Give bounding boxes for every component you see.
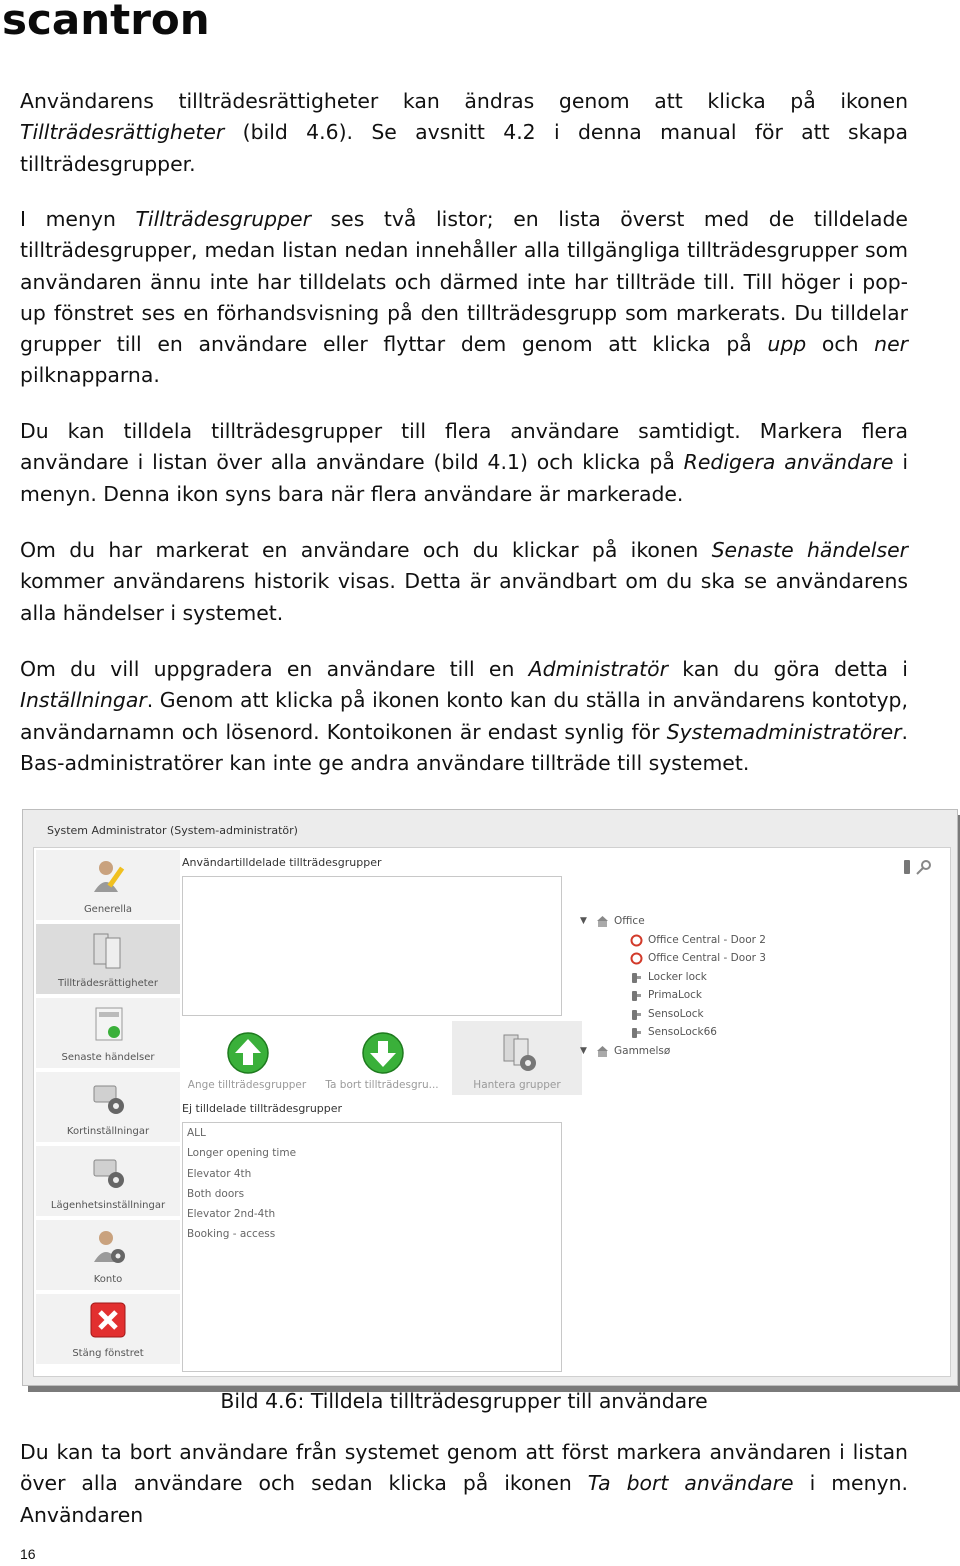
arrow-up-green-icon [226, 1031, 270, 1075]
dialog-body [33, 847, 951, 1377]
tree-node[interactable] [580, 986, 960, 1005]
italic-term: Systemadministratörer [666, 719, 902, 744]
account-gear-icon [88, 1226, 128, 1266]
side-nav [36, 850, 182, 1368]
page-number: 16 [20, 1546, 36, 1562]
italic-term: upp [767, 332, 807, 357]
tree-node-label: Locker lock [648, 970, 707, 983]
lock-icon [630, 1026, 643, 1039]
tree-node[interactable] [580, 912, 960, 931]
nav-item-label: Senaste händelser [61, 1052, 155, 1063]
tree-node-label: Office Central - Door 3 [648, 952, 766, 964]
add-group-button[interactable] [182, 1021, 312, 1095]
tree-node[interactable] [580, 1042, 960, 1061]
tree-node-label: Gammelsø [614, 1044, 671, 1057]
lock-icon [630, 989, 643, 1002]
list-item[interactable]: Elevator 4th [187, 1167, 252, 1180]
unassigned-groups-list[interactable] [182, 1122, 562, 1372]
list-item[interactable]: ALL [187, 1127, 206, 1139]
building-icon [596, 1045, 609, 1058]
nav-item-card-gear[interactable] [36, 1072, 180, 1142]
paragraph-6: Du kan ta bort användare från systemet genom att först markera användaren i listan över alla användare och sedan klicka på ikonen Ta bort användare i menyn. Användaren [20, 1440, 908, 1527]
manage-groups-label: Hantera grupper [473, 1079, 561, 1091]
nav-item-label: Konto [93, 1274, 123, 1285]
door-red-icon [630, 952, 643, 965]
manage-groups-button[interactable] [452, 1021, 582, 1095]
italic-term: Administratör [528, 657, 669, 681]
card-gear-icon [88, 1078, 128, 1118]
list-item[interactable]: Elevator 2nd-4th [187, 1208, 276, 1221]
expand-arrow-icon[interactable]: ▼ [580, 1045, 587, 1056]
tree-node-label: Office Central - Door 2 [648, 933, 766, 946]
access-tree [580, 912, 960, 1060]
italic-term: Tillträdesrättigheter [20, 120, 225, 145]
remove-group-button[interactable] [317, 1021, 447, 1095]
list-item[interactable]: Longer opening time [187, 1147, 297, 1160]
nav-item-account-gear[interactable] [36, 1220, 180, 1290]
tree-node-label: SensoLock [648, 1007, 704, 1020]
italic-term: Tillträdesgrupper [135, 207, 311, 231]
paragraph-2: I menyn Tillträdesgrupper ses två listor; en lista överst med de tilldelade tillträdesgrupper, medan listan nedan innehåller alla tillgängliga tillträdesgrupper som användaren ännu inte har tilldelats och därmed inte har tillträde till. Till höger i pop-up fönstret ses en förhandsvisning på den tillträdesgrupp som markerats. Du tilldelar grupper till en användare eller flyttar dem genom att klicka på upp och ner pilknapparna. [20, 207, 909, 388]
add-group-label: Ange tillträdesgrupper [187, 1079, 307, 1091]
nav-item-doors[interactable] [36, 924, 180, 994]
paragraph-3: Du kan tilldela tillträdesgrupper till flera användare samtidigt. Markera flera användare i listan över alla användare (bild 4.1) och klicka på Redigera användare i menyn. Denna ikon syns bara när flera användare är markerade. [20, 419, 908, 506]
assigned-groups-header: Användartilldelade tillträdesgrupper [182, 856, 382, 869]
arrow-down-green-icon [361, 1031, 405, 1075]
window-title: System Administrator (System-administratör) [47, 824, 298, 837]
nav-item-event-log[interactable] [36, 998, 180, 1068]
nav-item-close-red[interactable] [36, 1294, 180, 1364]
nav-item-label: Lägenhetsinställningar [50, 1200, 166, 1211]
tree-node[interactable] [580, 1005, 960, 1024]
tree-node-label: Office [614, 915, 645, 927]
remove-group-label: Ta bort tillträdesgru... [325, 1079, 439, 1091]
tree-node[interactable] [580, 949, 960, 968]
unassigned-groups-header: Ej tilldelade tillträdesgrupper [182, 1102, 343, 1115]
tree-node[interactable] [580, 931, 960, 950]
nav-item-label: Stäng fönstret [72, 1348, 144, 1359]
paragraph-1: Användarens tillträdesrättigheter kan ändras genom att klicka på ikonen Tillträdesrättigheter (bild 4.6). Se avsnitt 4.2 i denna manual för att skapa tillträdesgrupper. [20, 89, 908, 176]
nav-item-user-pencil[interactable] [36, 850, 180, 920]
close-red-icon [88, 1300, 128, 1340]
italic-term: Ta bort användare [587, 1471, 794, 1496]
user-pencil-icon [88, 856, 128, 896]
nav-item-label: Kortinställningar [66, 1126, 150, 1137]
preview-toolbar [900, 858, 940, 876]
list-item[interactable]: Both doors [187, 1187, 245, 1200]
event-log-icon [88, 1004, 128, 1044]
nav-item-label: Generella [83, 904, 133, 915]
expand-arrow-icon[interactable]: ▼ [580, 916, 587, 926]
scantron-logo: scantron [2, 0, 210, 44]
tree-node-label: SensoLock66 [648, 1026, 717, 1038]
assigned-groups-list[interactable] [182, 876, 562, 1016]
tree-node-label: PrimaLock [648, 989, 702, 1001]
paragraph-5: Om du vill uppgradera en användare till en Administratör kan du göra detta i Inställningar. Genom att klicka på ikonen konto kan du ställa in användarens kontotyp, användarnamn och lösenord. Kontoikonen är endast synlig för Systemadministratörer. Bas-administratörer kan inte ge andra användare tillträde till systemet. [20, 657, 908, 775]
lock-key-icon[interactable] [900, 858, 940, 876]
figure-caption: Bild 4.6: Tilldela tillträdesgrupper till användare [220, 1389, 708, 1413]
paragraph-4: Om du har markerat en användare och du klickar på ikonen Senaste händelser kommer användarens historik visas. Detta är användbart om du ska se användarens alla händelser i systemet. [20, 538, 908, 625]
tree-node[interactable] [580, 968, 960, 987]
lock-icon [630, 971, 643, 984]
apartment-gear-icon [88, 1152, 128, 1192]
door-red-icon [630, 934, 643, 947]
screenshot-figure [22, 809, 958, 1386]
nav-item-apartment-gear[interactable] [36, 1146, 180, 1216]
italic-term: Redigera användare [683, 450, 894, 475]
tree-node[interactable] [580, 1023, 960, 1042]
italic-term: ner [874, 332, 909, 357]
italic-term: Inställningar [20, 688, 147, 713]
doors-gear-icon [496, 1031, 540, 1075]
list-item[interactable]: Booking - access [187, 1228, 276, 1241]
doors-icon [88, 930, 128, 970]
lock-icon [630, 1008, 643, 1021]
italic-term: Senaste händelser [711, 538, 908, 562]
building-icon [596, 915, 609, 928]
nav-item-label: Tillträdesrättigheter [58, 978, 158, 989]
